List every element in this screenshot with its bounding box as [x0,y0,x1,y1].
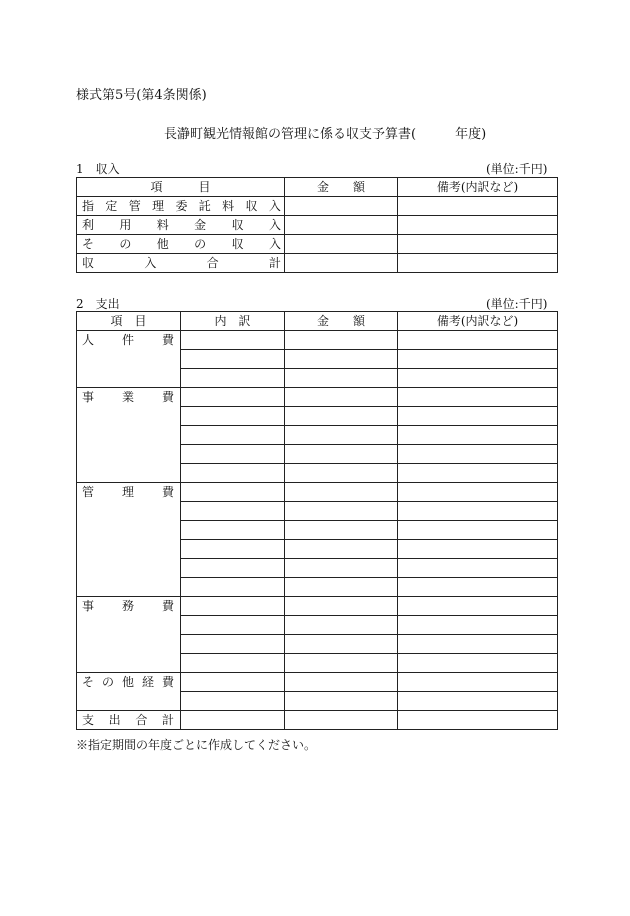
income-header-amount: 金 額 [285,178,398,197]
expense-breakdown-cell[interactable] [181,635,285,654]
expense-amount-cell[interactable] [285,654,398,673]
income-table [76,177,558,273]
expense-remarks-cell[interactable] [398,350,558,369]
label-chars [77,673,180,691]
income-item-label [77,216,285,235]
income-header-remarks: 備考(内訳など) [398,178,558,197]
income-amount-cell[interactable] [285,216,398,235]
expense-remarks-cell[interactable] [398,445,558,464]
label-char: 事 [82,599,95,613]
expense-category-label [77,331,181,388]
expense-remarks-cell[interactable] [398,426,558,445]
expense-amount-cell[interactable] [285,559,398,578]
expense-amount-cell[interactable] [285,502,398,521]
expense-breakdown-cell[interactable] [181,692,285,711]
expense-amount-cell[interactable] [285,711,398,730]
label-chars [77,216,284,234]
label-char: 利 [82,218,95,232]
expense-row [77,331,558,350]
expense-amount-cell[interactable] [285,445,398,464]
label-char: 他 [121,675,134,689]
label-char: 支 [82,713,95,727]
expense-amount-cell[interactable] [285,635,398,654]
label-char: 収 [82,256,95,270]
label-char: そ [82,675,95,689]
label-char: 理 [152,199,165,213]
expense-remarks-cell[interactable] [398,616,558,635]
label-char: 人 [82,333,95,347]
expense-remarks-cell[interactable] [398,388,558,407]
income-remarks-cell[interactable] [398,197,558,216]
label-chars [77,711,180,729]
expense-header-breakdown: 内 訳 [181,312,285,331]
footnote: ※指定期間の年度ごとに作成してください。 [76,738,317,752]
label-char: 業 [121,390,134,404]
expense-remarks-cell[interactable] [398,521,558,540]
label-char: 定 [105,199,118,213]
label-char: の [101,675,114,689]
expense-section-label: 2 支出 [76,297,120,311]
expense-breakdown-cell[interactable] [181,445,285,464]
label-char: 他 [156,237,169,251]
income-item-label [77,254,285,273]
label-char: 料 [156,218,169,232]
label-char: 務 [121,599,134,613]
expense-amount-cell[interactable] [285,407,398,426]
expense-row [77,673,558,692]
label-char: 料 [222,199,235,213]
label-char: 入 [268,218,281,232]
expense-breakdown-cell[interactable] [181,331,285,350]
label-char: 費 [161,390,174,404]
label-char: 入 [268,237,281,251]
expense-row [77,597,558,616]
label-char: 収 [231,237,244,251]
expense-header-remarks: 備考(内訳など) [398,312,558,331]
expense-breakdown-cell[interactable] [181,521,285,540]
label-char: 指 [82,199,95,213]
income-item-label [77,197,285,216]
label-chars [77,254,284,272]
income-row [77,197,558,216]
label-char: 託 [198,199,211,213]
expense-breakdown-cell[interactable] [181,540,285,559]
expense-breakdown-cell[interactable] [181,559,285,578]
income-header-row [77,178,558,197]
label-char: 金 [194,218,207,232]
expense-remarks-cell[interactable] [398,654,558,673]
expense-remarks-cell[interactable] [398,540,558,559]
form-number: 様式第5号(第4条関係) [76,88,207,103]
income-remarks-cell[interactable] [398,254,558,273]
expense-breakdown-cell[interactable] [181,597,285,616]
income-amount-cell[interactable] [285,254,398,273]
expense-amount-cell[interactable] [285,616,398,635]
income-item-label [77,235,285,254]
income-unit-label: (単位:千円) [486,162,548,176]
expense-amount-cell[interactable] [285,673,398,692]
income-row [77,254,558,273]
expense-remarks-cell[interactable] [398,578,558,597]
expense-amount-cell[interactable] [285,597,398,616]
expense-remarks-cell[interactable] [398,464,558,483]
expense-amount-cell[interactable] [285,540,398,559]
expense-remarks-cell[interactable] [398,331,558,350]
label-char: 計 [268,256,281,270]
expense-breakdown-cell[interactable] [181,654,285,673]
expense-category-label [77,711,181,730]
label-char: 費 [161,485,174,499]
label-char: の [194,237,207,251]
expense-amount-cell[interactable] [285,388,398,407]
label-char: そ [82,237,95,251]
income-header-item: 項 目 [77,178,285,197]
label-char: 管 [128,199,141,213]
expense-breakdown-cell[interactable] [181,502,285,521]
expense-unit-label: (単位:千円) [486,297,548,311]
label-char: 理 [121,485,134,499]
label-char: 経 [141,675,154,689]
expense-header-item: 項 目 [77,312,181,331]
expense-row [77,483,558,502]
expense-remarks-cell[interactable] [398,635,558,654]
expense-breakdown-cell[interactable] [181,426,285,445]
expense-remarks-cell[interactable] [398,711,558,730]
expense-breakdown-cell[interactable] [181,369,285,388]
expense-remarks-cell[interactable] [398,407,558,426]
label-char: 件 [121,333,134,347]
expense-remarks-cell[interactable] [398,692,558,711]
expense-breakdown-cell[interactable] [181,407,285,426]
expense-amount-cell[interactable] [285,521,398,540]
income-amount-cell[interactable] [285,197,398,216]
expense-row [77,711,558,730]
label-char: 費 [161,675,174,689]
expense-breakdown-cell[interactable] [181,673,285,692]
label-char: 計 [161,713,174,727]
expense-amount-cell[interactable] [285,426,398,445]
label-char: 収 [231,218,244,232]
label-chars [77,235,284,253]
label-char: 入 [144,256,157,270]
label-char: 入 [268,199,281,213]
label-chars [77,197,284,215]
expense-category-label [77,597,181,673]
expense-category-label [77,673,181,711]
label-char: 合 [206,256,219,270]
expense-breakdown-cell[interactable] [181,388,285,407]
expense-breakdown-cell[interactable] [181,350,285,369]
expense-header-row [77,312,558,331]
income-row [77,216,558,235]
label-char: 合 [135,713,148,727]
expense-remarks-cell[interactable] [398,483,558,502]
expense-category-label [77,483,181,597]
label-char: 収 [245,199,258,213]
label-char: 事 [82,390,95,404]
income-remarks-cell[interactable] [398,216,558,235]
expense-amount-cell[interactable] [285,692,398,711]
label-char: の [119,237,132,251]
label-chars [77,597,180,615]
expense-amount-cell[interactable] [285,578,398,597]
income-amount-cell[interactable] [285,235,398,254]
income-section-label: 1 収入 [76,162,120,176]
label-chars [77,331,180,349]
expense-breakdown-cell[interactable] [181,483,285,502]
expense-row [77,388,558,407]
expense-table [76,311,558,730]
document-title: 長瀞町観光情報館の管理に係る収支予算書( 年度) [164,127,487,142]
label-char: 費 [161,333,174,347]
expense-amount-cell[interactable] [285,483,398,502]
expense-amount-cell[interactable] [285,369,398,388]
label-char: 用 [119,218,132,232]
label-char: 管 [82,485,95,499]
income-remarks-cell[interactable] [398,235,558,254]
label-chars [77,388,180,406]
expense-amount-cell[interactable] [285,464,398,483]
label-char: 出 [108,713,121,727]
expense-header-amount: 金 額 [285,312,398,331]
label-chars [77,483,180,501]
expense-remarks-cell[interactable] [398,369,558,388]
expense-breakdown-cell[interactable] [181,711,285,730]
income-row [77,235,558,254]
expense-remarks-cell[interactable] [398,673,558,692]
expense-amount-cell[interactable] [285,350,398,369]
label-char: 費 [161,599,174,613]
expense-remarks-cell[interactable] [398,559,558,578]
expense-breakdown-cell[interactable] [181,578,285,597]
expense-breakdown-cell[interactable] [181,616,285,635]
expense-remarks-cell[interactable] [398,597,558,616]
expense-amount-cell[interactable] [285,331,398,350]
expense-category-label [77,388,181,483]
expense-remarks-cell[interactable] [398,502,558,521]
label-char: 委 [175,199,188,213]
expense-breakdown-cell[interactable] [181,464,285,483]
